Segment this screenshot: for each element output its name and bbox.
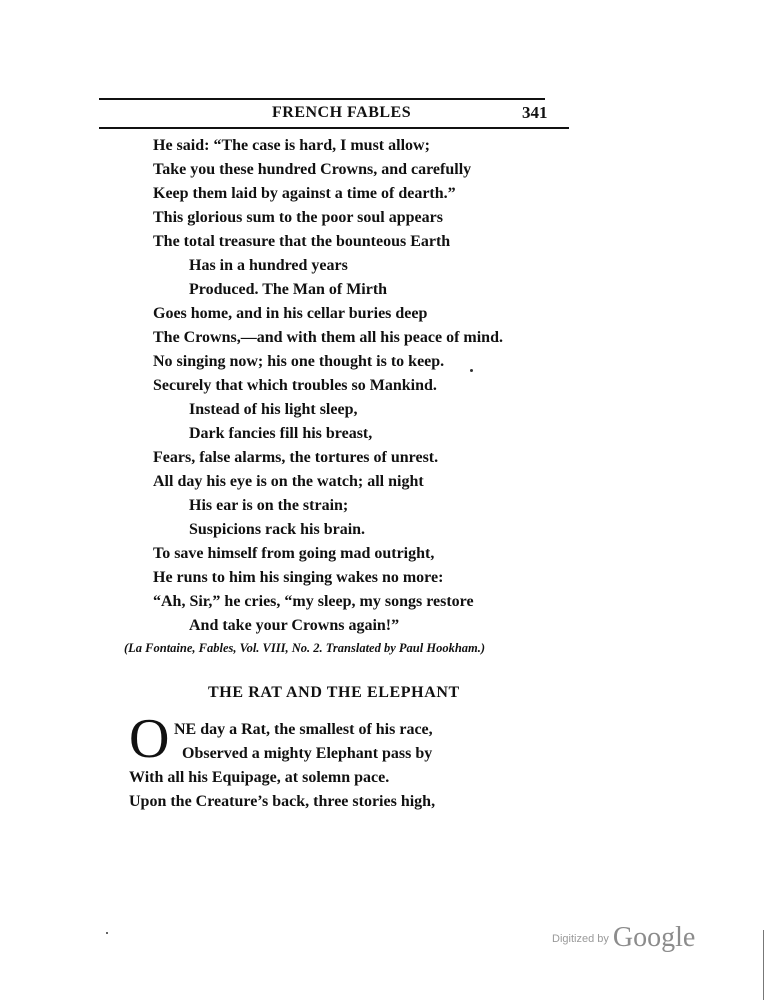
watermark-prefix: Digitized by <box>552 933 609 945</box>
poem-line: The Crowns,—and with them all his peace of mind. <box>153 329 503 346</box>
poem-line: He runs to him his singing wakes no more: <box>153 569 444 586</box>
poem-line: Instead of his light sleep, <box>189 401 358 418</box>
scan-speck <box>106 932 108 934</box>
google-watermark <box>552 922 695 954</box>
poem-body <box>153 134 503 638</box>
poem-line: To save himself from going mad outright, <box>153 545 435 562</box>
citation: (La Fontaine, Fables, Vol. VIII, No. 2. Translated by Paul Hookham.) <box>124 641 486 655</box>
poem-line: The total treasure that the bounteous Earth <box>153 233 451 250</box>
poem-line: This glorious sum to the poor soul appears <box>153 209 443 226</box>
poem-line: And take your Crowns again!” <box>189 617 400 634</box>
section-title: THE RAT AND THE ELEPHANT <box>208 684 460 701</box>
poem-line: Has in a hundred years <box>189 257 348 274</box>
watermark-brand: Google <box>612 922 696 953</box>
poem-line: No singing now; his one thought is to keep. <box>153 353 445 370</box>
poem-line: Produced. The Man of Mirth <box>189 281 388 298</box>
scan-edge-line <box>763 930 764 1000</box>
fable-line: With all his Equipage, at solemn pace. <box>129 769 390 786</box>
poem-line: His ear is on the strain; <box>189 497 349 514</box>
poem-line: All day his eye is on the watch; all night <box>153 473 424 490</box>
poem-line: Goes home, and in his cellar buries deep <box>153 305 428 322</box>
poem-line: Suspicions rack his brain. <box>189 521 366 538</box>
poem-line: Keep them laid by against a time of dearth.” <box>153 185 456 202</box>
scan-speck <box>470 369 473 372</box>
fable-line: Upon the Creature’s back, three stories high, <box>129 793 436 810</box>
header-rule-top <box>99 98 545 100</box>
poem-line: Fears, false alarms, the tortures of unrest. <box>153 449 439 466</box>
fable-line: Observed a mighty Elephant pass by <box>182 745 433 762</box>
page-number: 341 <box>522 103 548 122</box>
poem-line: He said: “The case is hard, I must allow; <box>153 137 430 154</box>
poem-line: “Ah, Sir,” he cries, “my sleep, my songs restore <box>153 593 474 610</box>
running-title: FRENCH FABLES <box>272 104 412 121</box>
poem-line: Dark fancies fill his breast, <box>189 425 373 442</box>
drop-cap: O <box>129 708 170 770</box>
header-rule-bottom <box>99 127 569 129</box>
poem-line: Take you these hundred Crowns, and carefully <box>153 161 472 178</box>
fable-line: NE day a Rat, the smallest of his race, <box>174 721 433 738</box>
poem-line: Securely that which troubles so Mankind. <box>153 377 437 394</box>
